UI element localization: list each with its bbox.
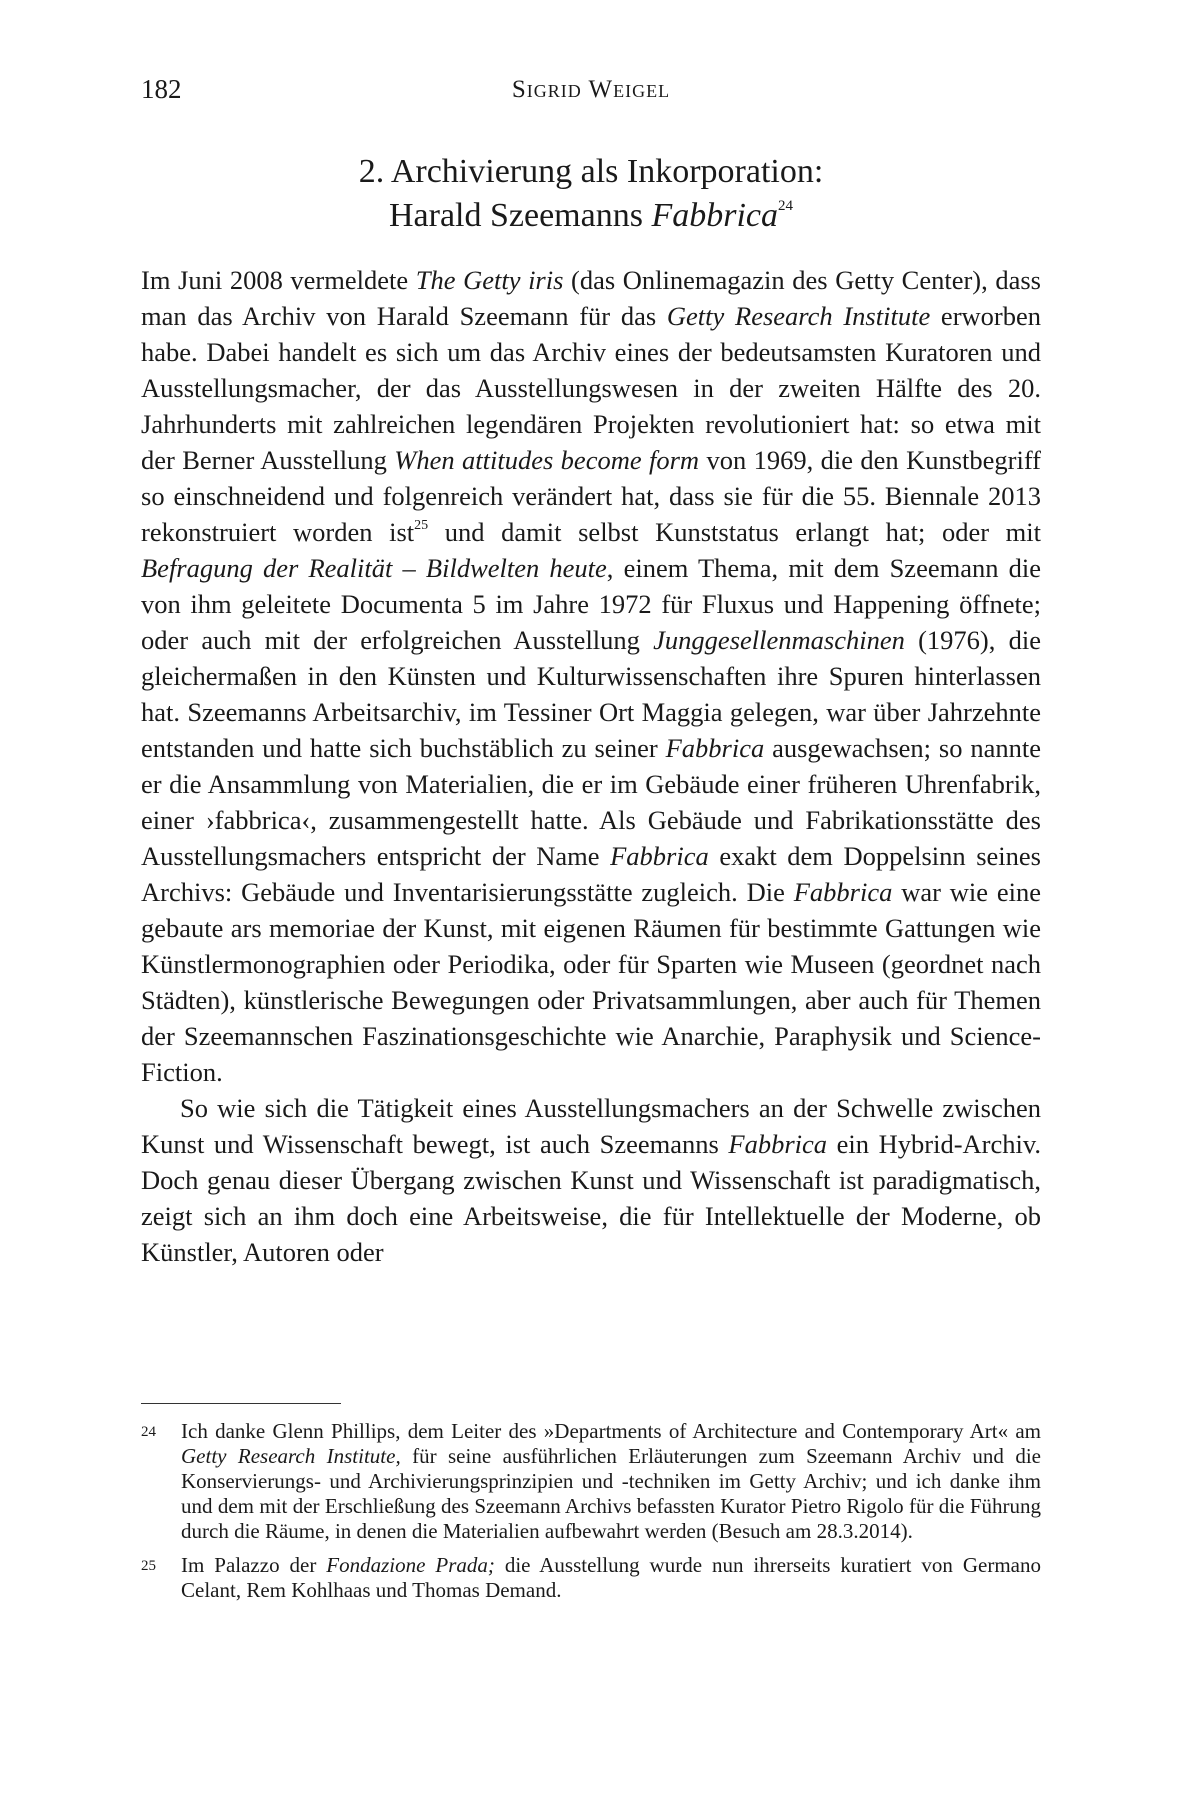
text-run: Im Palazzo der <box>181 1553 327 1577</box>
italic-run: Junggesellenmaschinen <box>653 625 905 655</box>
footnotes <box>141 1419 1041 1612</box>
text-run: ausgewachsen; so nannte er die Ansammlung von Materialien, die er im Gebäude einer früheren Uhrenfabrik, einer ›fabbrica‹, zusammengestellt hatte. Als Gebäude und Fabrikationsstätte des Ausstellungsmachers entspricht der Name <box>141 733 1041 871</box>
text-run: ein Hybrid-Archiv. Doch genau dieser Übergang zwischen Kunst und Wissenschaft ist paradigmatisch, zeigt sich an ihm doch eine Arbeitsweise, die für Intellektuelle der Moderne, ob Künstler, Autoren oder <box>141 1129 1042 1267</box>
italic-run: Fabbrica <box>665 733 765 763</box>
text-run: erworben habe. Dabei handelt es sich um das Archiv eines der bedeutsamsten Kuratoren und Ausstellungsmacher, der das Ausstellungswesen in der zweiten Hälfte des 20. Jahrhunderts mit zahlreichen legendären Projekten revolutioniert hat: so etwa mit der Berner Ausstellung <box>141 301 1041 475</box>
italic-run: Fabbrica <box>793 877 893 907</box>
footnote-number: 24 <box>141 1424 156 1440</box>
italic-run: When attitudes become form <box>394 445 700 475</box>
page-number: 182 <box>141 74 182 104</box>
heading-line-2 <box>141 194 1041 238</box>
paragraph-1 <box>141 262 1041 1090</box>
italic-run: The Getty iris <box>415 265 564 295</box>
text-run: Ich danke Glenn Phillips, dem Leiter des »Departments of Architecture and Contemporary Art« am <box>181 1419 1041 1443</box>
text-run: , einem Thema, mit dem Szeemann die von ihm geleitete Documenta 5 im Jahre 1972 für Fluxus und Happening öffnete; oder auch mit der erfolgreichen Ausstellung <box>141 553 1041 655</box>
italic-run: Getty Research Institute <box>666 301 931 331</box>
italic-run: Fondazione Prada; <box>326 1553 495 1577</box>
text-run: von 1969, die den Kunstbegriff so einschneidend und folgenreich verändert hat, dass sie für die 55. Biennale 2013 rekonstruiert worden ist <box>141 445 1041 547</box>
italic-run: Fabbrica <box>728 1129 828 1159</box>
heading-text: Harald Szeemanns <box>388 197 652 234</box>
body-text <box>141 262 1041 1270</box>
text-run: exakt dem Doppelsinn seines Archivs: Gebäude und Inventarisierungsstätte zugleich. Die <box>141 841 1041 907</box>
heading-line-1: 2. Archivierung als Inkorporation: <box>358 153 824 190</box>
text-run: (1976), die gleichermaßen in den Künsten und Kulturwissenschaften ihre Spuren hinterlassen hat. Szeemanns Arbeitsarchiv, im Tessiner Ort Maggia gelegen, war über Jahrzehnte entstanden und hatte sich buchstäblich zu seiner <box>141 625 1042 763</box>
footnote-number: 25 <box>141 1558 156 1574</box>
footnote-24 <box>141 1419 1041 1544</box>
page-header <box>141 74 1041 114</box>
footnote-ref: 25 <box>414 518 429 533</box>
paragraph-2 <box>141 1090 1041 1270</box>
italic-run: Getty Research Institute, <box>181 1444 401 1468</box>
italic-run: Befragung der Realität – Bildwelten heute <box>141 553 607 583</box>
text-run: So wie sich die Tätigkeit eines Ausstellungsmachers an der Schwelle zwischen Kunst und Wissenschaft bewegt, ist auch Szeemanns <box>141 1093 1041 1159</box>
text-run: für seine ausführlichen Erläuterungen zum Szeemann Archiv und die Konservierungs- und Archivierungsprinzipien und -techniken im Getty Archiv; und ich danke ihm und dem mit der Erschließung des Szeemann Archivs befassten Kurator Pietro Rigolo für die Führung durch die Räume, in denen die Materialien aufbewahrt werden (Besuch am 28.3.2014). <box>181 1444 1041 1543</box>
text-run: war wie eine gebaute ars memoriae der Kunst, mit eigenen Räumen für bestimmte Gattungen wie Künstlermonographien oder Periodika, oder für Sparten wie Museen (geordnet nach Städten), künstlerische Bewegungen oder Privatsammlungen, aber auch für Themen der Szeemannschen Faszinationsgeschichte wie Anarchie, Paraphysik und Science-Fiction. <box>141 877 1042 1087</box>
footnote-divider <box>141 1403 341 1404</box>
footnote-ref: 24 <box>778 198 793 214</box>
running-head: Sigrid Weigel <box>511 76 671 103</box>
section-heading <box>141 150 1041 238</box>
text-run: Im Juni 2008 vermeldete <box>141 265 416 295</box>
text-run: die Ausstellung wurde nun ihrerseits kuratiert von Germano Celant, Rem Kohlhaas und Thomas Demand. <box>181 1553 1041 1602</box>
text-run: und damit selbst Kunststatus erlangt hat; oder mit <box>428 517 1041 547</box>
heading-italic: Fabbrica <box>651 197 778 234</box>
italic-run: Fabbrica <box>610 841 709 871</box>
text-run: (das Onlinemagazin des Getty Center), dass man das Archiv von Harald Szeemann für das <box>141 265 1041 331</box>
footnote-25 <box>141 1553 1041 1603</box>
